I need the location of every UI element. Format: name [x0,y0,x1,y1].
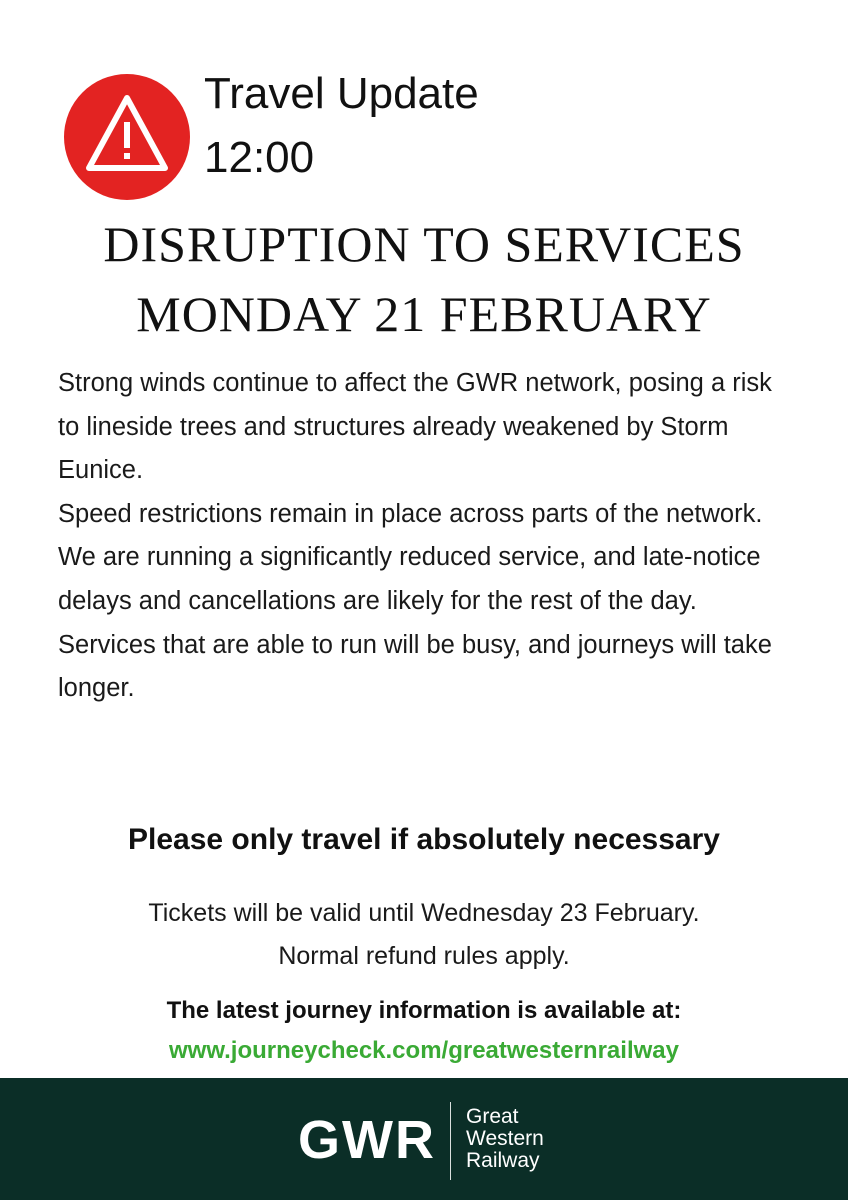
travel-advice: Please only travel if absolutely necessary [128,823,720,856]
refund-rules-line: Normal refund rules apply. [278,942,570,970]
ticket-validity [0,892,848,978]
footer-divider [450,1102,451,1180]
body-paragraph: We are running a significantly reduced service, and late-notice delays and cancellations are likely for the rest of the day. [58,543,761,615]
wordmark-line: Western [466,1127,544,1150]
ticket-validity-line: Tickets will be valid until Wednesday 23 February. [148,899,700,927]
gwr-footer [0,1078,848,1200]
notice-body [58,362,798,711]
wordmark-line: Great [466,1105,519,1128]
update-title: Travel Update [204,69,479,118]
headline-line-2: MONDAY 21 FEBRUARY [136,286,712,342]
body-paragraph: Strong winds continue to affect the GWR network, posing a risk to lineside trees and structures already weakened by Storm Eunice. [58,369,772,485]
journey-info-heading: The latest journey information is available at: [166,997,682,1024]
body-paragraph: Speed restrictions remain in place across parts of the network. [58,499,763,528]
gwr-wordmark [466,1106,544,1172]
update-time: 12:00 [204,133,315,182]
warning-triangle-icon [64,74,190,200]
journeycheck-link[interactable]: www.journeycheck.com/greatwesternrailway [169,1037,679,1064]
body-paragraph: Services that are able to run will be busy, and journeys will take longer. [58,630,772,703]
travel-update-header [64,62,784,192]
gwr-logo-mark: GWR [298,1110,436,1170]
headline-line-1: DISRUPTION TO SERVICES [103,216,745,272]
wordmark-line: Railway [466,1149,540,1172]
